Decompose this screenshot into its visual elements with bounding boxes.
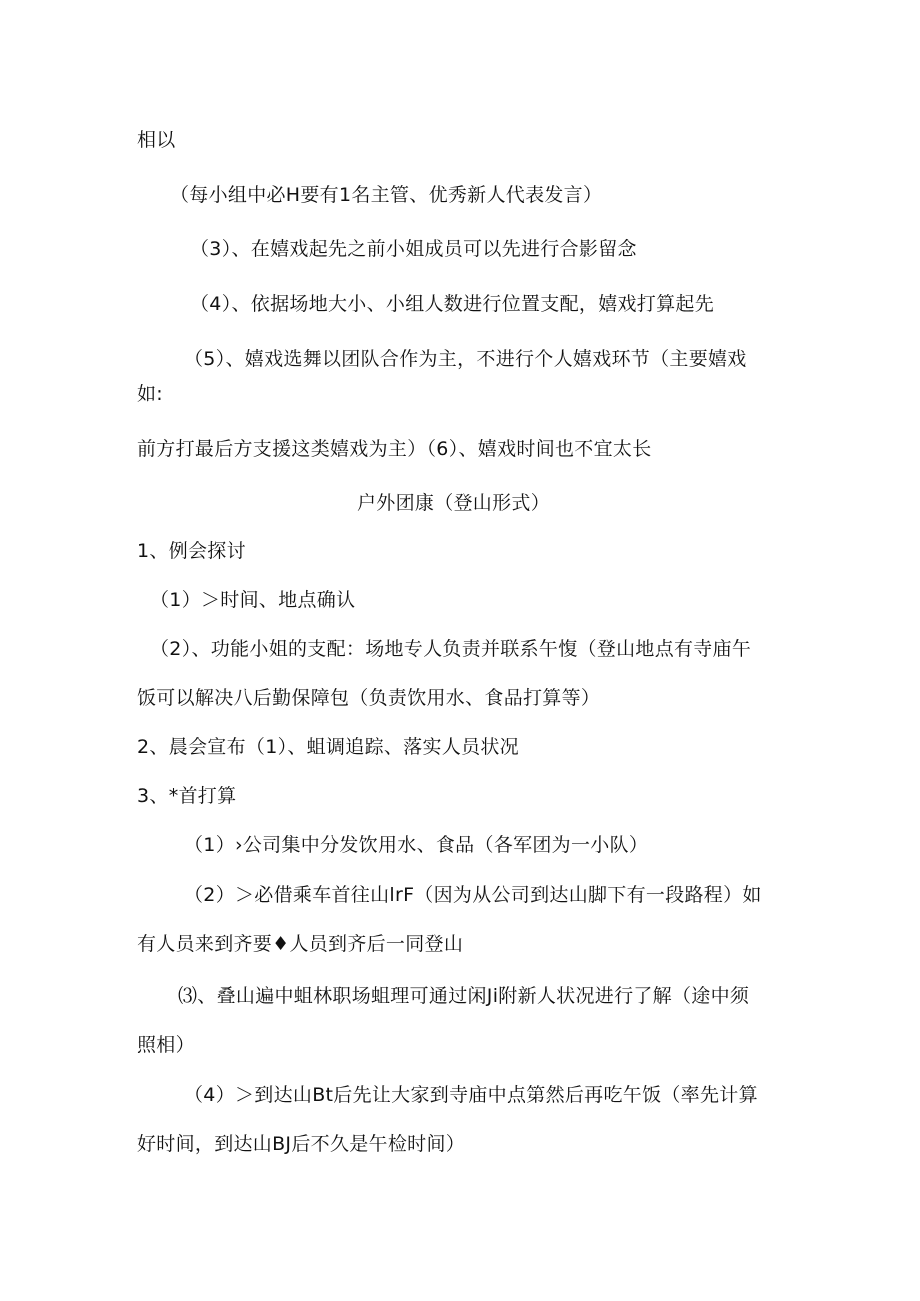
text-line-14: 3、*首打算 — [137, 785, 237, 807]
text-line-19: 照相） — [137, 1034, 195, 1056]
text-line-6: 如: — [137, 383, 164, 405]
text-line-17: 有人员来到齐要♦人员到齐后一同登山 — [137, 933, 464, 955]
text-line-5: （5）、嬉戏选舞以团队合作为主，不进行个人嬉戏环节（主要嬉戏 — [184, 348, 747, 370]
text-line-21: 好时间，到达山BJ后不久是午检时间） — [137, 1133, 466, 1155]
text-line-18: ⑶、叠山遍中蛆林职场蛆理可通过闲Ji附新人状况进行了解（途中须 — [178, 985, 750, 1007]
text-line-2: （每小组中必H要有1名主管、优秀新人代表发言） — [170, 184, 603, 206]
text-line-10: （1）＞时间、地点确认 — [150, 589, 356, 611]
text-line-11: （2）、功能小姐的支配：场地专人负责并联系午愎（登山地点有寺庙午 — [150, 638, 752, 660]
section-heading: 户外团康（登山形式） — [357, 492, 551, 514]
text-line-1: 相以 — [137, 129, 176, 151]
text-line-20: （4）＞到达山Bt后先让大家到寺庙中点第然后再吃午饭（率先计算 — [184, 1084, 758, 1106]
text-line-16: （2）＞必借乘车首往山lrF（因为从公司到达山脚下有一段路程）如 — [184, 884, 762, 906]
text-line-13: 2、晨会宣布（1）、蛆调追踪、落实人员状况 — [137, 736, 519, 758]
text-line-3: （3）、在嬉戏起先之前小姐成员可以先进行合影留念 — [190, 238, 637, 260]
text-line-4: （4）、依据场地大小、小组人数进行位置支配，嬉戏打算起先 — [190, 293, 714, 315]
text-line-7: 前方打最后方支援这类嬉戏为主）（6）、嬉戏时间也不宜太长 — [137, 438, 652, 460]
text-line-12: 饭可以解决八后勤保障包（负责饮用水、食品打算等） — [137, 687, 601, 709]
text-line-15: （1）›公司集中分发饮用水、食品（各军团为一小队） — [184, 834, 649, 856]
text-line-9: 1、例会探讨 — [137, 540, 246, 562]
